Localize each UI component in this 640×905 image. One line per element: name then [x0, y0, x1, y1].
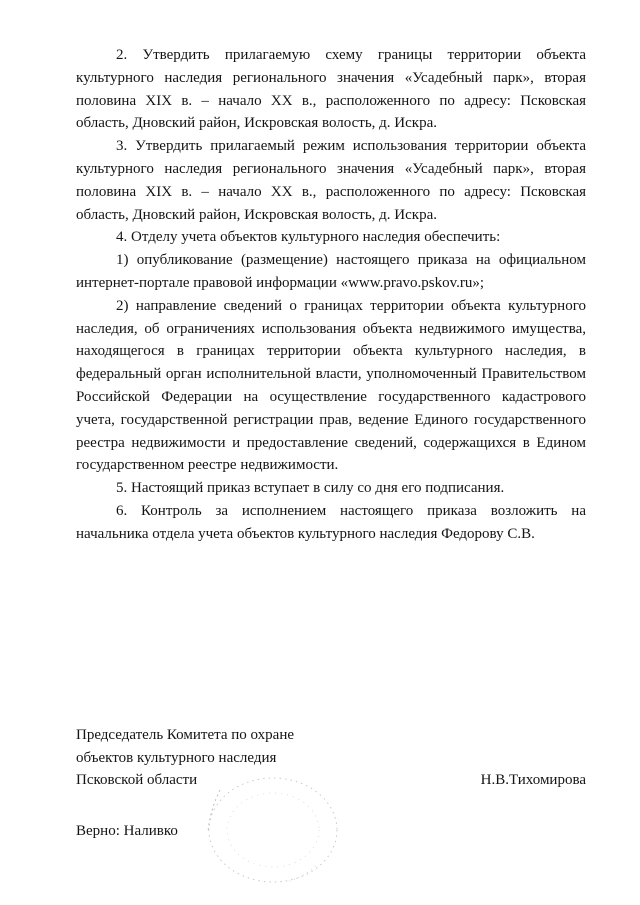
seal-stamp-icon — [198, 770, 348, 890]
paragraph-item-3: 3. Утвердить прилагаемый режим использования территории объекта культурного наследия регионального значения «Усадебный парк», вторая половина XIX в. – начало XX в., расположенного по адресу: Псковская область, Дновский район, Искровская волость, д. Искра. — [76, 138, 586, 223]
paragraph-item-6: 6. Контроль за исполнением настоящего приказа возложить на начальника отдела учета объектов культурного наследия Федорову С.В. — [76, 502, 586, 542]
signer-title-line-1: Председатель Комитета по охране — [76, 727, 295, 743]
paragraph-item-5: 5. Настоящий приказ вступает в силу со дня его подписания. — [116, 480, 505, 497]
paragraph-item-2: 2. Утвердить прилагаемую схему границы территории объекта культурного наследия регионального значения «Усадебный парк», вторая половина XIX в. – начало XX в., расположенного по адресу: Псковская область, Дновский район, Искровская волость, д. Искра. — [76, 47, 586, 132]
paragraph-item-4: 4. Отделу учета объектов культурного наследия обеспечить: — [116, 229, 501, 246]
order-body — [76, 44, 586, 546]
certification-note: Верно: Наливко — [76, 823, 178, 839]
signer-title-line-2: объектов культурного наследия — [76, 749, 277, 766]
signer-name: Н.В.Тихомирова — [480, 772, 586, 788]
paragraph-subitem-4-2: 2) направление сведений о границах территории объекта культурного наследия, об ограничениях использования объекта недвижимого имущества, находящегося в границах территории объекта культурного наследия, в федеральный орган исполнительной власти, уполномоченный Правительством Российской Федерации на осуществление государственного кадастрового учета, государственной регистрации прав, ведение Единого государственного реестра недвижимости и предоставление сведений, содержащихся в Едином государственном реестре недвижимости. — [76, 297, 586, 474]
paragraph-subitem-4-1: 1) опубликование (размещение) настоящего приказа на официальном интернет-портале правовой информации «www.pravo.pskov.ru»; — [76, 252, 586, 291]
signer-title-line-3: Псковской области — [76, 772, 198, 789]
